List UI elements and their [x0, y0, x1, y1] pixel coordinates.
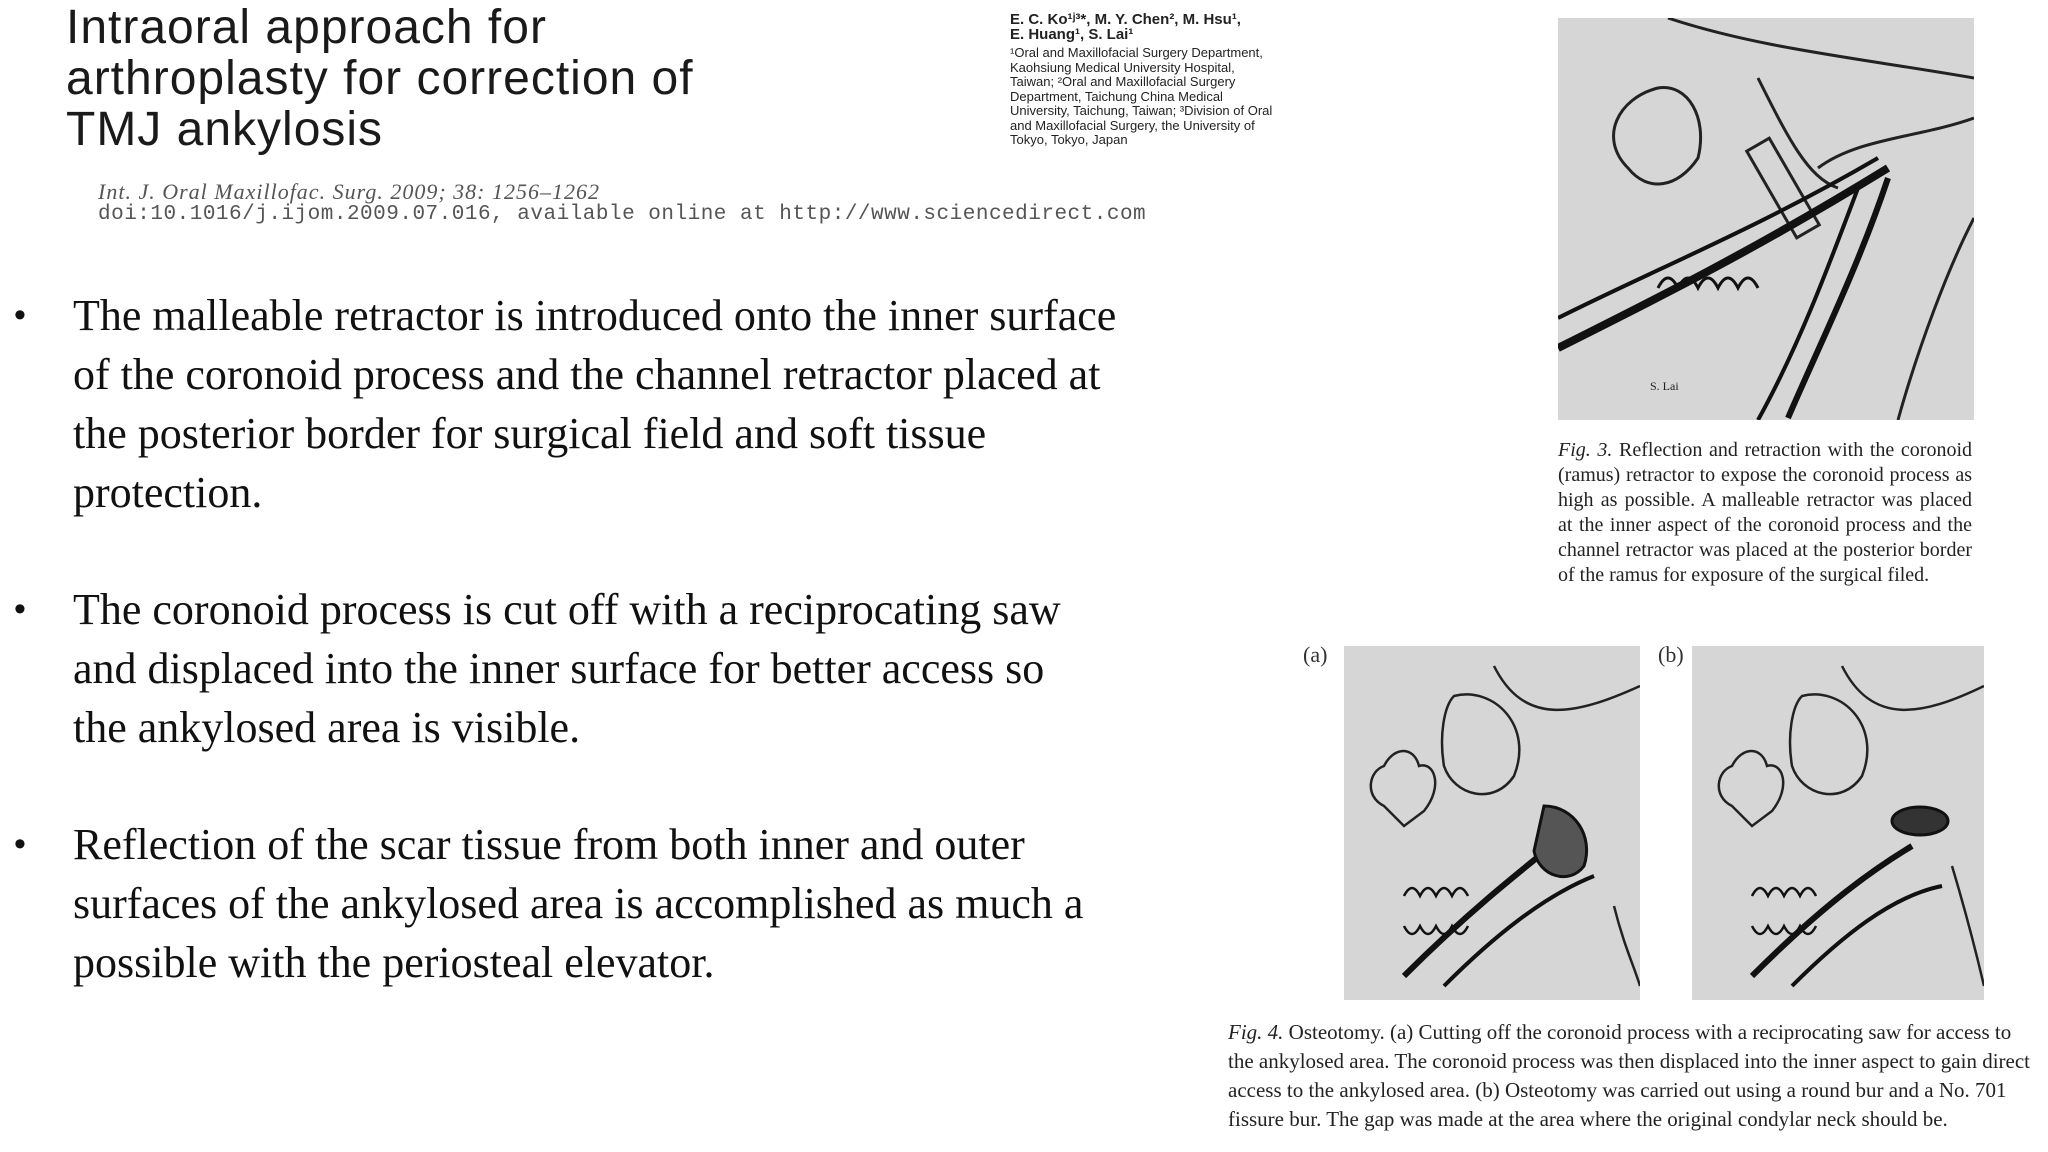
paper-authors — [1010, 12, 1460, 42]
affiliation-line: University, Taichung, Taiwan; ³Division of Oral — [1010, 103, 1273, 118]
figure-4-caption — [1228, 1018, 2048, 1138]
osteotomy-b-drawing — [1692, 646, 1984, 1000]
figure-4-ref: Fig. 4. — [1228, 1020, 1284, 1044]
affiliation-line: Department, Taichung China Medical — [1010, 88, 1223, 104]
paper-citation — [98, 180, 1398, 226]
bullet-line: the ankylosed area is visible. — [73, 703, 581, 752]
figure-4b-illustration — [1692, 646, 1984, 1000]
bullet-item — [14, 815, 1254, 992]
paper-affiliations — [1010, 46, 1460, 148]
affiliation-line: Kaohsiung Medical University Hospital, — [1010, 59, 1235, 75]
figure-4-caption-line: access to the ankylosed area. (b) Osteotomy was carried out using a round bur and a No. 701 — [1228, 1078, 2007, 1102]
figure-4-caption-line — [1228, 1018, 2048, 1047]
bullet-line: and displaced into the inner surface for better access so — [73, 644, 1045, 693]
authors-line: E. Huang¹, S. Lai¹ — [1010, 26, 1134, 43]
figure-3-caption-text: Reflection and retraction with the coronoid (ramus) retractor to expose the coronoid process as high as possible. A malleable retractor was placed at the inner aspect of the coronoid process and the channel retractor was placed at the posterior border of the ramus for exposure of the surgical filed. — [1558, 439, 1972, 586]
bullet-line: • The coronoid process is cut off with a reciprocating saw — [73, 585, 1061, 634]
bullet-line: possible with the periosteal elevator. — [73, 938, 715, 987]
skull-retractor-drawing — [1558, 18, 1974, 420]
bullet-line: protection. — [73, 468, 263, 517]
bullet-item — [14, 580, 1254, 757]
affiliation-line: Taiwan; ²Oral and Maxillofacial Surgery — [1010, 74, 1236, 89]
figure-4b-label: (b) — [1658, 642, 1684, 667]
affiliation-line: ¹Oral and Maxillofacial Surgery Department, — [1010, 45, 1263, 60]
osteotomy-a-drawing — [1344, 646, 1640, 1000]
paper-title-line: Intraoral approach for — [66, 1, 547, 54]
doi-line: doi:10.1016/j.ijom.2009.07.016, available online at http://www.sciencedirect.com — [98, 203, 1147, 226]
figure-3-ref: Fig. 3. — [1558, 439, 1613, 461]
figure-3-caption — [1558, 438, 1972, 588]
affiliation-line: and Maxillofacial Surgery, the University of — [1010, 117, 1255, 133]
bullet-line: • The malleable retractor is introduced onto the inner surface — [73, 291, 1117, 340]
paper-title — [66, 2, 966, 155]
authors-line: E. C. Ko¹ʲ³*, M. Y. Chen², M. Hsu¹, — [1010, 11, 1241, 28]
bullet-line: of the coronoid process and the channel retractor placed at — [73, 350, 1101, 399]
figure-4-caption-text: Osteotomy. (a) Cutting off the coronoid process with a reciprocating saw for access to — [1283, 1020, 2012, 1044]
figure-3-signature: S. Lai — [1650, 379, 1679, 393]
figure-4a-label: (a) — [1303, 642, 1328, 667]
figure-3-illustration — [1558, 18, 1974, 420]
paper-title-line: TMJ ankylosis — [66, 103, 384, 156]
figure-4a-illustration — [1344, 646, 1640, 1000]
journal-reference: Int. J. Oral Maxillofac. Surg. 2009; 38: 1256–1262 — [98, 179, 600, 204]
figure-4-caption-line: fissure bur. The gap was made at the area where the original condylar neck should be. — [1228, 1107, 1948, 1131]
bullet-item — [14, 286, 1254, 522]
affiliation-line: Tokyo, Tokyo, Japan — [1010, 132, 1128, 147]
bullet-line: • Reflection of the scar tissue from both inner and outer — [73, 820, 1025, 869]
bullet-line: surfaces of the ankylosed area is accomplished as much a — [73, 879, 1084, 928]
figure-4-caption-line: the ankylosed area. The coronoid process was then displaced into the inner aspect to gain direct — [1228, 1049, 2031, 1073]
bullet-list — [14, 286, 1254, 1050]
paper-title-line: arthroplasty for correction of — [66, 52, 694, 105]
bullet-line: the posterior border for surgical field and soft tissue — [73, 409, 987, 458]
